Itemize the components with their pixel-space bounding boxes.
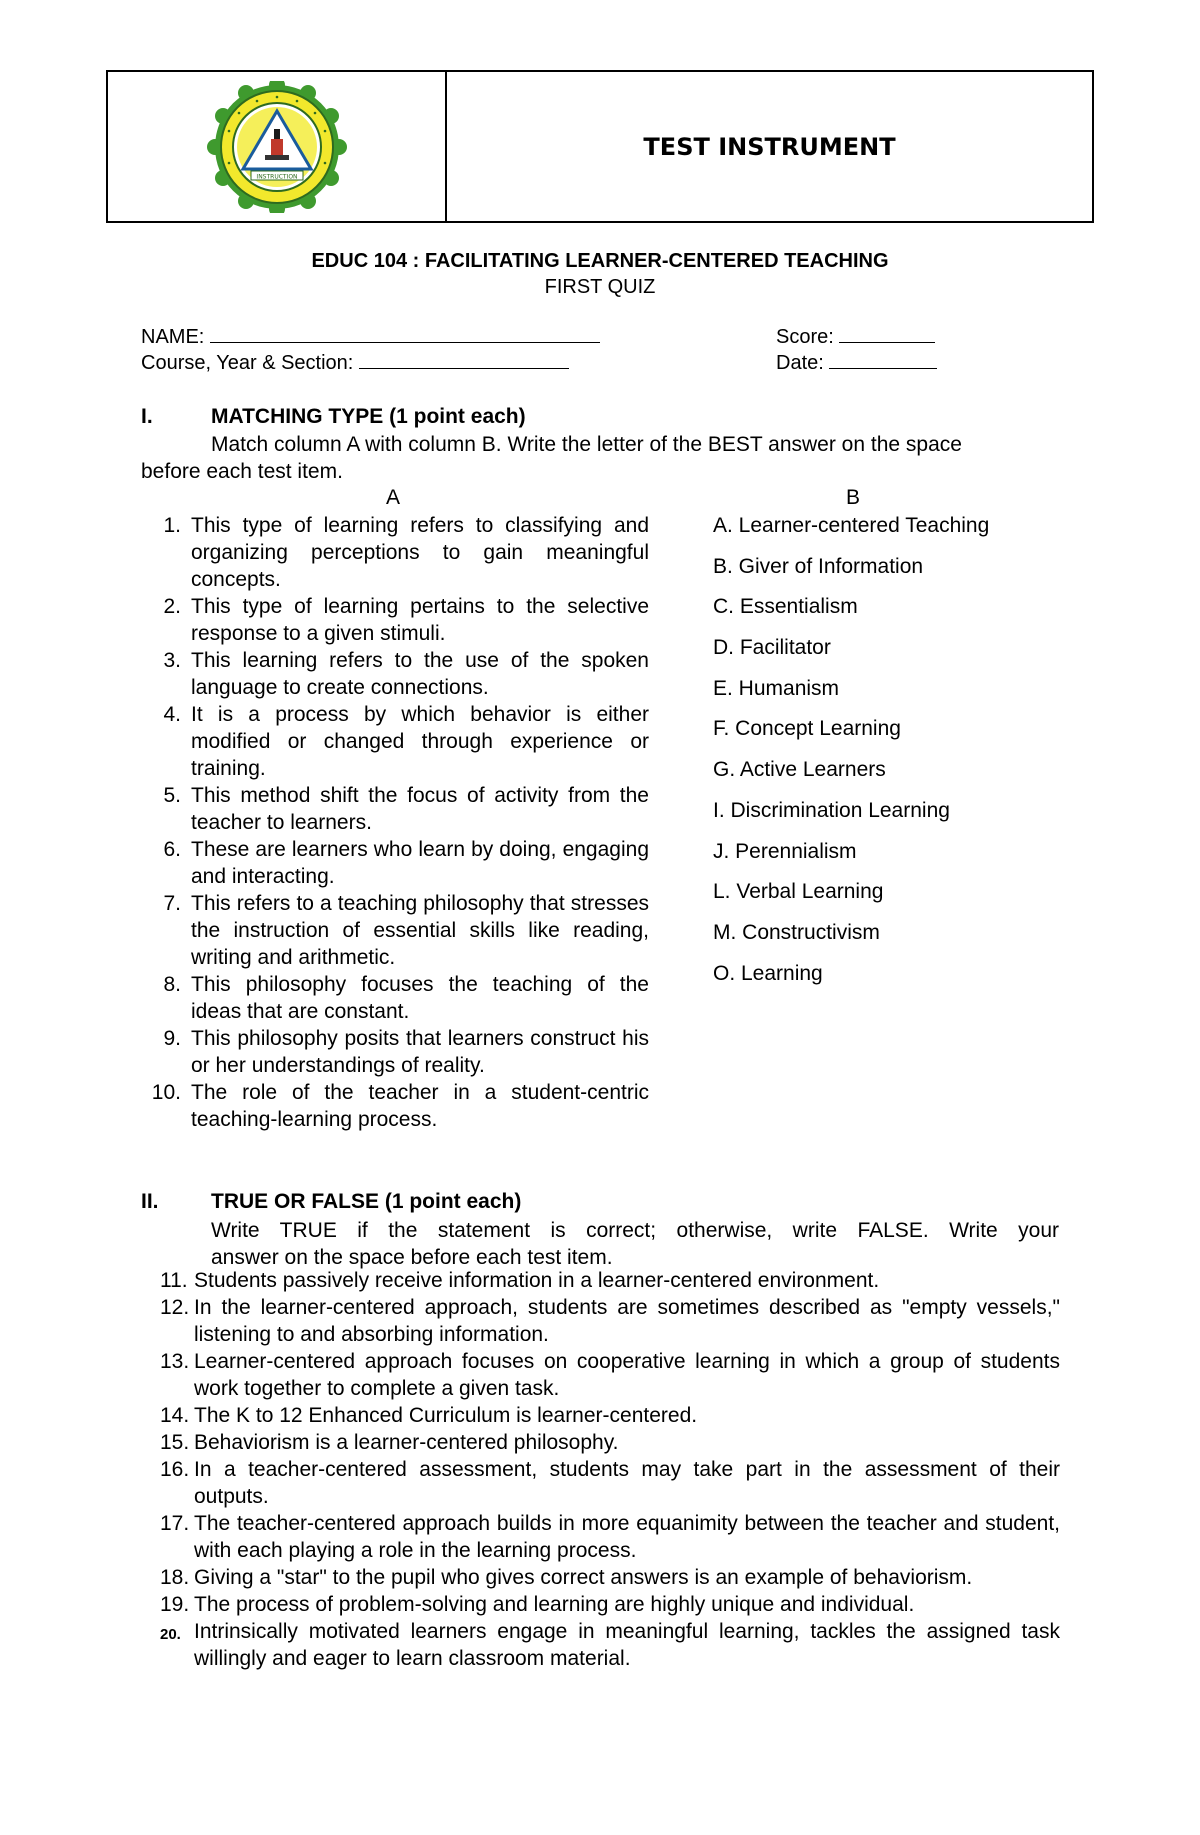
tf-item — [160, 1591, 1060, 1618]
score-field[interactable] — [776, 326, 935, 349]
tf-item — [160, 1618, 1060, 1672]
score-label: Score: — [776, 326, 834, 348]
item-number: 3. — [163, 649, 181, 672]
item-number: 6. — [163, 838, 181, 861]
score-blank[interactable] — [839, 326, 935, 343]
section2-title: TRUE OR FALSE (1 point each) — [211, 1190, 522, 1213]
tf-item — [160, 1294, 1060, 1348]
answer-option: I. Discrimination Learning — [713, 798, 950, 822]
column-a-header: A — [386, 486, 401, 509]
item-text: The process of problem-solving and learning are highly unique and individual. — [194, 1593, 915, 1616]
matching-item — [151, 890, 649, 971]
item-text: This method shift the focus of activity from the teacher to learners. — [191, 784, 649, 834]
item-text: The K to 12 Enhanced Curriculum is learner-centered. — [194, 1404, 698, 1427]
answer-option: G. Active Learners — [713, 758, 886, 782]
answer-option: F. Concept Learning — [713, 717, 901, 741]
matching-item — [151, 512, 649, 593]
matching-item — [151, 782, 649, 836]
item-number: 9. — [163, 1027, 181, 1050]
name-blank[interactable] — [210, 326, 600, 343]
item-number: 2. — [163, 595, 181, 618]
section1-title: MATCHING TYPE (1 point each) — [211, 405, 526, 428]
item-number: 7. — [163, 892, 181, 915]
tf-item — [160, 1510, 1060, 1564]
tf-item — [160, 1564, 1060, 1591]
item-text: This philosophy focuses the teaching of the ideas that are constant. — [191, 973, 649, 1023]
item-text: In the learner-centered approach, students are sometimes described as "empty vessels," listening to and absorbing information. — [194, 1296, 1060, 1346]
column-a-list — [151, 512, 649, 1133]
item-text: This type of learning refers to classifying and organizing perceptions to gain meaningful concepts. — [191, 514, 649, 591]
header-box — [106, 70, 1094, 223]
item-number: 20. — [160, 1626, 181, 1643]
quiz-title: FIRST QUIZ — [544, 276, 656, 298]
item-number: 14. — [160, 1404, 190, 1427]
matching-item — [151, 1079, 649, 1133]
item-text: This refers to a teaching philosophy that stresses the instruction of essential skills like reading, writing and arithmetic. — [191, 892, 649, 969]
logo-cell — [108, 72, 447, 221]
item-text: These are learners who learn by doing, engaging and interacting. — [191, 838, 649, 888]
column-b-header: B — [846, 486, 861, 509]
item-text: The teacher-centered approach builds in more equanimity between the teacher and student, with each playing a role in the learning process. — [194, 1512, 1060, 1562]
item-text: This philosophy posits that learners construct his or her understandings of reality. — [191, 1027, 649, 1077]
item-text: The role of the teacher in a student-centric teaching-learning process. — [191, 1081, 649, 1131]
matching-item — [151, 971, 649, 1025]
section2-instruction-line2: answer on the space before each test item. — [211, 1246, 613, 1269]
seal-banner-text: INSTRUCTION — [255, 173, 298, 180]
item-text: It is a process by which behavior is either modified or changed through experience or training. — [191, 703, 649, 780]
date-blank[interactable] — [829, 352, 937, 369]
item-text: Intrinsically motivated learners engage in meaningful learning, tackles the assigned task willingly and eager to learn classroom material. — [194, 1620, 1060, 1670]
matching-item — [151, 836, 649, 890]
item-number: 1. — [163, 514, 181, 537]
item-number: 19. — [160, 1593, 190, 1616]
section1-number: I. — [141, 405, 153, 428]
item-number: 8. — [163, 973, 181, 996]
section2-number: II. — [141, 1190, 159, 1213]
answer-option: E. Humanism — [713, 676, 840, 700]
item-text: Students passively receive information in a learner-centered environment. — [194, 1269, 880, 1292]
answer-option: D. Facilitator — [713, 636, 831, 660]
item-number: 18. — [160, 1566, 190, 1589]
matching-item — [151, 1025, 649, 1079]
item-number: 13. — [160, 1350, 190, 1373]
item-number: 16. — [160, 1458, 190, 1481]
title-cell — [447, 72, 1092, 221]
tf-item — [160, 1429, 1060, 1456]
section1-instruction-line2: before each test item. — [141, 460, 343, 483]
answer-option: C. Essentialism — [713, 595, 858, 619]
answer-option: O. Learning — [713, 961, 823, 985]
course-field[interactable] — [141, 352, 569, 375]
answer-option: J. Perennialism — [713, 839, 857, 863]
item-text: Giving a "star" to the pupil who gives correct answers is an example of behaviorism. — [194, 1566, 973, 1589]
section2-instruction-line1: Write TRUE if the statement is correct; otherwise, write FALSE. Write your — [211, 1219, 1059, 1242]
answer-option: B. Giver of Information — [713, 554, 924, 578]
name-field[interactable] — [141, 326, 600, 349]
tf-item — [160, 1267, 1060, 1294]
course-blank[interactable] — [359, 352, 569, 369]
school-seal-icon — [207, 81, 347, 213]
item-text: Behaviorism is a learner-centered philosophy. — [194, 1431, 619, 1454]
item-number: 15. — [160, 1431, 190, 1454]
course-label: Course, Year & Section: — [141, 352, 354, 374]
true-false-list — [160, 1267, 1060, 1672]
matching-item — [151, 593, 649, 647]
item-text: This type of learning pertains to the selective response to a given stimuli. — [191, 595, 649, 645]
item-number: 10. — [151, 1081, 181, 1104]
item-number: 11. — [160, 1269, 188, 1292]
answer-option: L. Verbal Learning — [713, 880, 884, 904]
item-number: 17. — [160, 1512, 190, 1535]
column-b-list — [713, 512, 989, 1000]
item-text: In a teacher-centered assessment, students may take part in the assessment of their outputs. — [194, 1458, 1060, 1508]
matching-item — [151, 701, 649, 782]
date-field[interactable] — [776, 352, 937, 375]
tf-item — [160, 1456, 1060, 1510]
tf-item — [160, 1402, 1060, 1429]
item-number: 4. — [163, 703, 181, 726]
answer-option: M. Constructivism — [713, 920, 880, 944]
tf-item — [160, 1348, 1060, 1402]
item-text: Learner-centered approach focuses on cooperative learning in which a group of students work together to complete a given task. — [194, 1350, 1060, 1400]
document-title: TEST INSTRUMENT — [643, 132, 896, 161]
item-number: 12. — [160, 1296, 190, 1319]
course-title: EDUC 104 : FACILITATING LEARNER-CENTERED TEACHING — [311, 250, 889, 272]
item-text: This learning refers to the use of the spoken language to create connections. — [191, 649, 649, 699]
item-number: 5. — [163, 784, 181, 807]
matching-item — [151, 647, 649, 701]
name-label: NAME: — [141, 326, 205, 348]
section1-instruction-line1: Match column A with column B. Write the letter of the BEST answer on the space — [211, 433, 962, 456]
answer-option: A. Learner-centered Teaching — [713, 514, 990, 537]
date-label: Date: — [776, 352, 824, 374]
